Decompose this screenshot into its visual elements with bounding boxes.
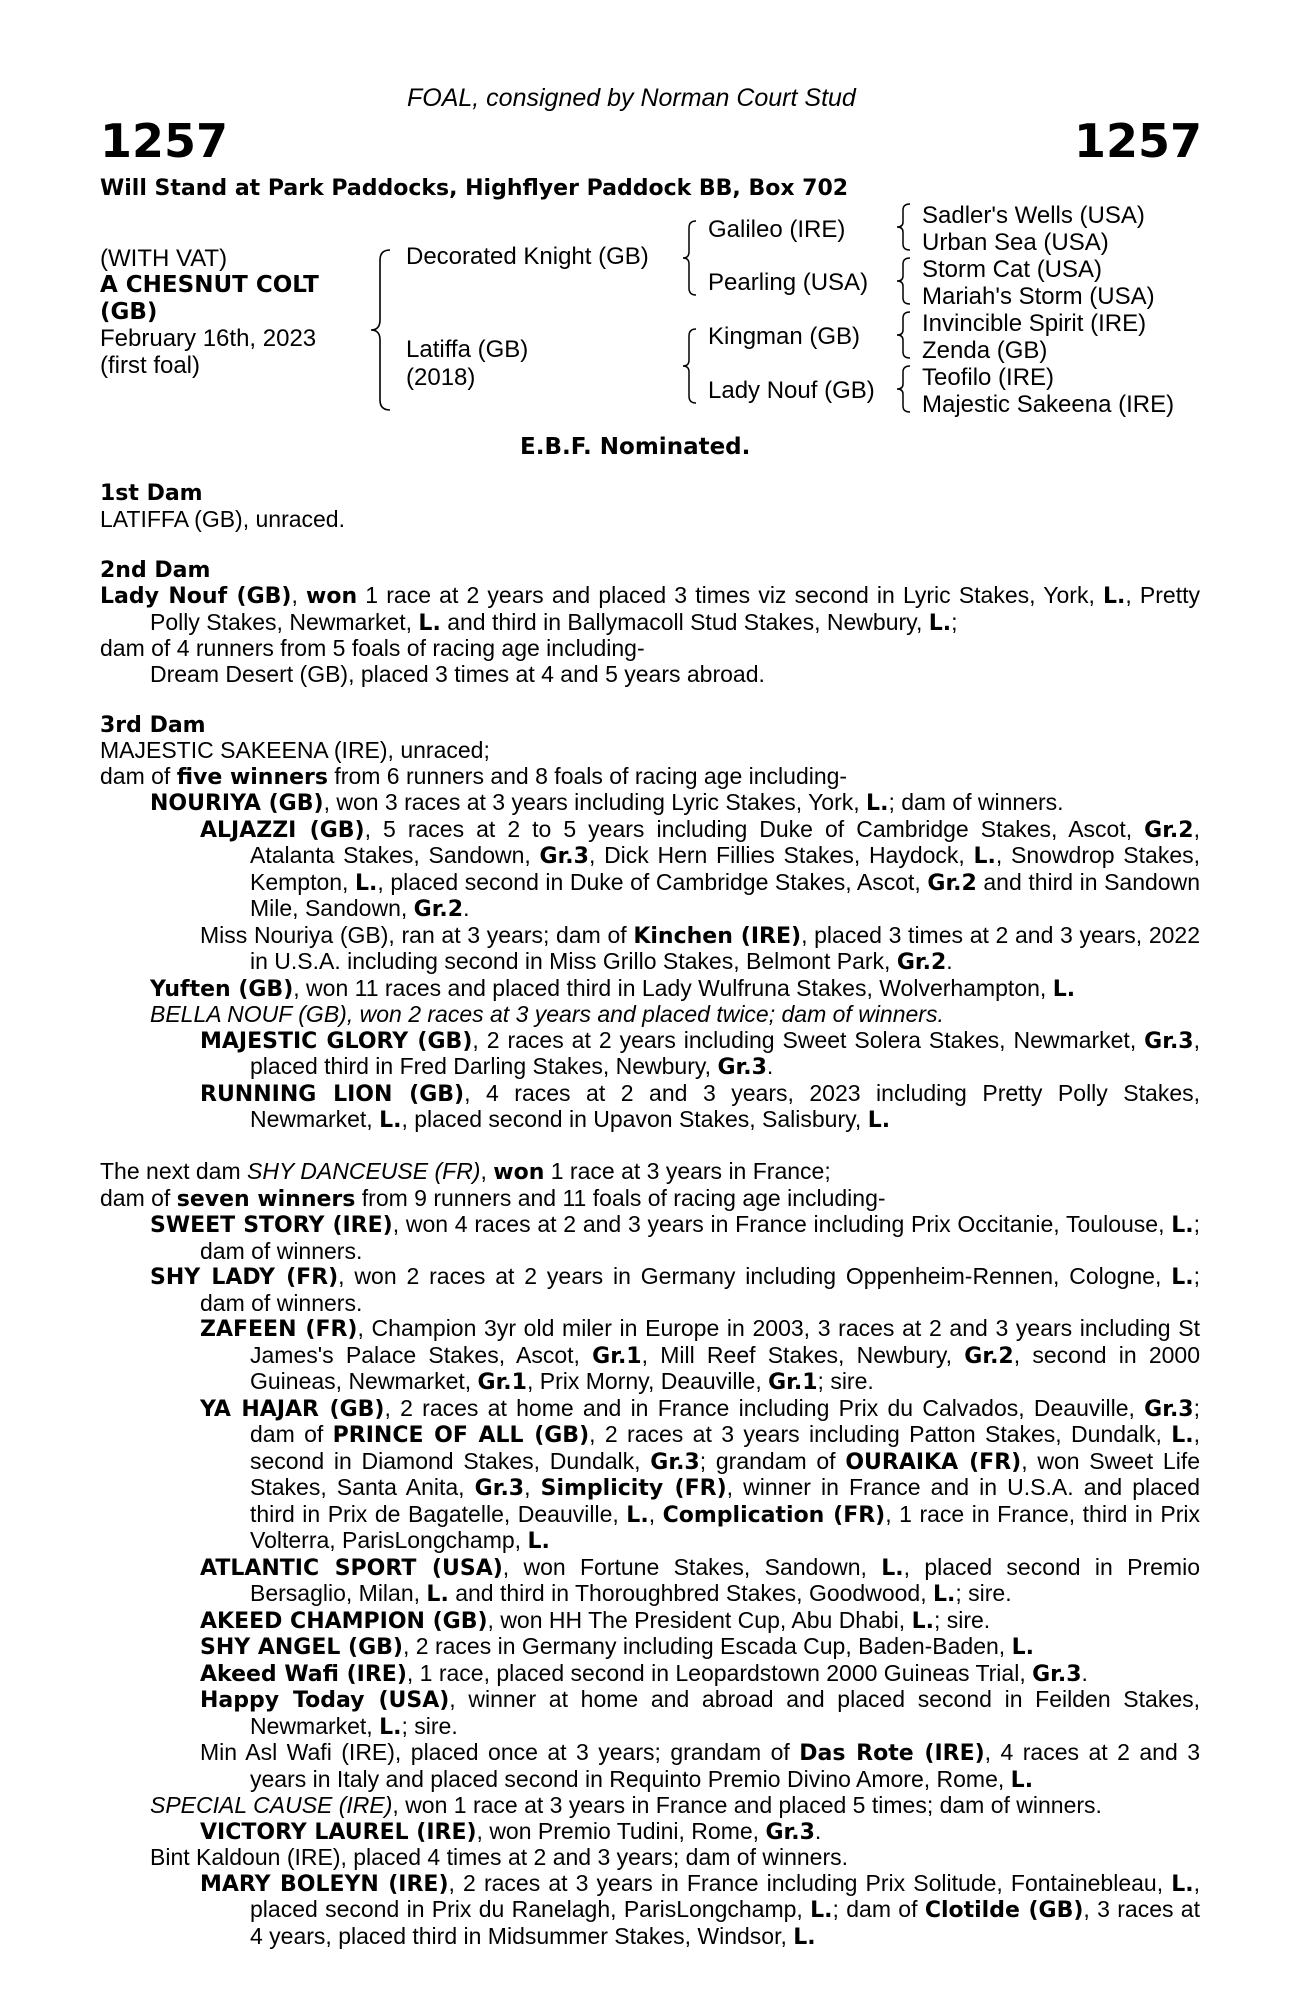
ggdam-2: Mariah's Storm (USA) xyxy=(922,283,1155,310)
bold-text: Happy Today (USA) xyxy=(200,1688,450,1713)
record-text: and third in Ballymacoll Stud Stakes, Newbury, xyxy=(440,608,929,635)
pedigree-brace-main xyxy=(368,248,394,412)
bold-text: L. xyxy=(626,1502,649,1528)
record-text: , won 4 races at 2 and 3 years in France including Prix Occitanie, Toulouse, xyxy=(392,1211,1172,1237)
record-text: , second in 2000 Guineas, Newmarket, xyxy=(250,1341,1201,1394)
consignment-line: FOAL, consigned by Norman Court Stud xyxy=(407,84,856,112)
produce-record xyxy=(200,1396,1200,1555)
ggsire-3: Invincible Spirit (IRE) xyxy=(922,310,1147,337)
dam-sections xyxy=(100,481,1200,1950)
stand-location: Will Stand at Park Paddocks, Highflyer Paddock BB, Box 702 xyxy=(100,176,849,201)
bold-text: Akeed Wafi (IRE) xyxy=(200,1661,407,1687)
bold-text: L. xyxy=(1102,584,1126,609)
ggdam-3: Zenda (GB) xyxy=(922,337,1048,364)
bold-text: SHY LADY (FR) xyxy=(150,1265,339,1290)
record-text: Dream Desert (GB), placed 3 times at 4 and 5 years abroad. xyxy=(150,660,765,687)
record-text: , xyxy=(524,1474,541,1500)
record-text: , Champion 3yr old miler in Europe in 2003, 3 races at 2 and 3 years including St James's Palace Stakes, Ascot, xyxy=(250,1315,1200,1368)
pedigree-brace-gg1 xyxy=(894,202,914,252)
bold-text: Gr.3 xyxy=(717,1055,767,1080)
bold-text: L. xyxy=(1171,1871,1194,1897)
record-text: ; sire. xyxy=(933,1606,991,1633)
italic-text: BELLA NOUF (GB), won 2 races at 3 years and placed twice; dam of winners. xyxy=(150,1001,944,1027)
record-text: ; dam of winners. xyxy=(200,1211,1200,1264)
record-text: from 6 runners and 8 foals of racing age including- xyxy=(328,762,848,789)
record-text: ; sire. xyxy=(817,1368,874,1394)
pedigree-brace-dam xyxy=(680,327,700,405)
record-text: . xyxy=(463,895,470,921)
record-text: , won 1 race at 3 years in France and placed 5 times; dam of winners. xyxy=(392,1792,1102,1818)
produce-record xyxy=(200,1661,1200,1688)
record-text: , won Premio Tudini, Rome, xyxy=(476,1817,766,1844)
record-text: , won 11 races and placed third in Lady Wulfruna Stakes, Wolverhampton, xyxy=(293,974,1053,1001)
produce-record xyxy=(150,790,1200,817)
bold-text: Gr.3 xyxy=(539,844,589,869)
bold-text: L. xyxy=(911,1608,934,1634)
record-text: , placed second in Premio Bersaglio, Milan, xyxy=(250,1553,1200,1606)
bold-text: won xyxy=(306,584,358,609)
lot-number-left: 1257 xyxy=(100,114,229,168)
bold-text: L. xyxy=(1010,1767,1034,1793)
record-text: , placed third in Fred Darling Stakes, Newbury, xyxy=(250,1026,1200,1079)
record-text: , won HH The President Cup, Abu Dhabi, xyxy=(487,1606,912,1633)
pedigree-brace-gg2 xyxy=(894,256,914,306)
produce-record xyxy=(150,976,1200,1003)
bold-text: seven winners xyxy=(176,1186,356,1212)
produce-record xyxy=(200,1555,1200,1608)
lot-number-right: 1257 xyxy=(1073,114,1202,168)
bold-text: L. xyxy=(867,1108,891,1133)
bold-text: ALJAZZI (GB) xyxy=(200,817,365,843)
record-text: , won 3 races at 3 years including Lyric Stakes, York, xyxy=(323,789,867,815)
pedigree-brace-sire xyxy=(680,219,700,297)
record-text: , placed second in Upavon Stakes, Salisbury, xyxy=(401,1106,868,1132)
record-text: ; sire. xyxy=(955,1580,1012,1606)
record-text: ; sire. xyxy=(401,1712,458,1739)
italic-text: SPECIAL CAUSE (IRE) xyxy=(150,1792,393,1818)
ggsire-2: Storm Cat (USA) xyxy=(922,256,1103,283)
record-text: , Pretty Polly Stakes, Newmarket, xyxy=(150,582,1200,635)
sire-name: Decorated Knight (GB) xyxy=(406,243,649,270)
record-text: , xyxy=(291,582,307,608)
produce-record xyxy=(200,817,1200,923)
record-text: ; dam of xyxy=(250,1394,1200,1447)
section-heading: 2nd Dam xyxy=(100,557,211,583)
bold-text: L. xyxy=(379,1108,402,1133)
record-text: ; dam of xyxy=(832,1896,925,1922)
section-gap xyxy=(100,687,1200,713)
record-text: , winner in France and in U.S.A. and placed third in Prix de Bagatelle, Deauville, xyxy=(250,1474,1200,1527)
produce-record xyxy=(200,1819,1200,1846)
subject-name: A CHESNUT COLT xyxy=(100,272,319,298)
record-text: and third in Sandown Mile, Sandown, xyxy=(250,868,1200,921)
record-text: . xyxy=(814,1817,822,1844)
record-text: , Atalanta Stakes, Sandown, xyxy=(250,815,1200,868)
produce-record xyxy=(200,1081,1200,1134)
dam-dam-name: Lady Nouf (GB) xyxy=(708,377,875,404)
produce-record xyxy=(200,1608,1200,1635)
record-text: . xyxy=(766,1053,774,1079)
bold-text: ATLANTIC SPORT (USA) xyxy=(200,1555,503,1581)
dam-section xyxy=(100,1159,1200,1950)
record-text: , Mill Reef Stakes, Newbury, xyxy=(641,1341,965,1368)
dam-year: (2018) xyxy=(406,364,476,391)
produce-record xyxy=(100,583,1200,636)
produce-record xyxy=(100,1159,1200,1186)
produce-record xyxy=(200,1634,1200,1661)
ggsire-1: Sadler's Wells (USA) xyxy=(922,202,1145,229)
bold-text: Gr.2 xyxy=(896,950,947,975)
section-heading: 1st Dam xyxy=(100,481,203,506)
bold-text: L. xyxy=(527,1529,550,1554)
record-text: , 2 races at home and in France including Prix du Calvados, Deauville, xyxy=(384,1394,1145,1421)
record-text: , won Fortune Stakes, Sandown, xyxy=(502,1553,882,1580)
record-text: dam of xyxy=(100,1184,177,1211)
record-text: , xyxy=(648,1500,663,1527)
produce-record xyxy=(100,507,1200,533)
pedigree-brace-gg3 xyxy=(894,310,914,360)
record-text: ; dam of winners. xyxy=(200,1263,1200,1316)
bold-text: Gr.2 xyxy=(964,1343,1014,1369)
record-text: Miss Nouriya (GB), ran at 3 years; dam of xyxy=(200,921,634,948)
record-text: , placed 3 times at 2 and 3 years, 2022 in U.S.A. including second in Miss Grillo Stakes, Belmont Park, xyxy=(250,921,1201,974)
dam-name: Latiffa (GB) xyxy=(406,336,529,363)
italic-text: SHY DANCEUSE (FR) xyxy=(247,1158,481,1184)
section-gap xyxy=(100,532,1200,558)
section-heading: 3rd Dam xyxy=(100,712,206,738)
record-text: , 1 race in France, third in Prix Volterra, ParisLongchamp, xyxy=(250,1500,1200,1553)
bold-text: Yuften (GB) xyxy=(150,976,294,1002)
record-text: , 5 races at 2 to 5 years including Duke of Cambridge Stakes, Ascot, xyxy=(364,815,1145,842)
bold-text: Das Rote (IRE) xyxy=(799,1741,985,1766)
bold-text: won xyxy=(493,1160,545,1185)
record-text: , 4 races at 2 and 3 years in Italy and placed second in Requinto Premio Divino Amore, Rome, xyxy=(250,1739,1200,1792)
produce-record xyxy=(200,923,1200,976)
bold-text: Gr.3 xyxy=(765,1819,815,1845)
bold-text: SWEET STORY (IRE) xyxy=(150,1213,393,1238)
bold-text: MAJESTIC GLORY (GB) xyxy=(200,1028,473,1054)
bold-text: L. xyxy=(1171,1213,1194,1238)
record-text: The next dam xyxy=(100,1158,248,1184)
pedigree-brace-gg4 xyxy=(894,364,914,414)
ggdam-4: Majestic Sakeena (IRE) xyxy=(922,391,1175,418)
produce-record xyxy=(200,1687,1200,1740)
bold-text: L. xyxy=(426,1582,449,1607)
bold-text: Gr.2 xyxy=(413,897,464,922)
bold-text: OURAIKA (FR) xyxy=(845,1449,1022,1475)
record-text: , 2 races at 2 years including Sweet Solera Stakes, Newmarket, xyxy=(472,1026,1145,1053)
produce-record xyxy=(150,1845,1200,1871)
bold-text: Simplicity (FR) xyxy=(540,1476,727,1501)
bold-text: L. xyxy=(866,791,889,816)
record-text: dam of 4 runners from 5 foals of racing age including- xyxy=(100,635,645,661)
ggdam-1: Urban Sea (USA) xyxy=(922,229,1109,256)
record-text: Bint Kaldoun (IRE), placed 4 times at 2 and 3 years; dam of winners. xyxy=(150,1844,849,1870)
produce-record xyxy=(200,1740,1200,1793)
bold-text: Gr.2 xyxy=(1144,817,1194,843)
bold-text: Gr.2 xyxy=(927,870,977,896)
bold-text: Gr.3 xyxy=(650,1449,700,1475)
bold-text: Gr.1 xyxy=(768,1370,818,1395)
bold-text: Gr.3 xyxy=(1144,1028,1194,1054)
bold-text: L. xyxy=(793,1924,816,1950)
section-gap xyxy=(100,1134,1200,1160)
record-text: ; dam of winners. xyxy=(888,789,1064,815)
ggsire-4: Teofilo (IRE) xyxy=(922,364,1055,391)
bold-text: L. xyxy=(973,844,996,869)
bold-text: L. xyxy=(1171,1423,1194,1448)
record-text: , placed second in Prix du Ranelagh, ParisLongchamp, xyxy=(250,1869,1201,1922)
record-text: , winner at home and abroad and placed second in Feilden Stakes, Newmarket, xyxy=(250,1686,1200,1739)
record-text: 1 race at 2 years and placed 3 times viz second in Lyric Stakes, York, xyxy=(357,582,1103,608)
bold-text: Lady Nouf (GB) xyxy=(100,584,292,609)
bold-text: L. xyxy=(1052,976,1076,1002)
record-text: . xyxy=(1081,1659,1088,1686)
dam-section xyxy=(100,481,1200,532)
record-text: dam of xyxy=(100,762,177,789)
record-text: 1 race at 3 years in France; xyxy=(544,1158,831,1184)
record-text: , placed second in Duke of Cambridge Stakes, Ascot, xyxy=(377,868,928,895)
vat-note: (WITH VAT) xyxy=(100,245,228,272)
record-text: ; grandam of xyxy=(699,1447,846,1474)
sire-dam-name: Pearling (USA) xyxy=(708,269,869,296)
bold-text: L. xyxy=(932,1582,956,1607)
record-text: , xyxy=(480,1158,494,1184)
bold-text: five winners xyxy=(176,764,329,790)
produce-record xyxy=(100,738,1200,764)
record-text: from 9 runners and 11 foals of racing age including- xyxy=(355,1184,886,1211)
produce-record xyxy=(100,1186,1200,1213)
bold-text: Kinchen (IRE) xyxy=(633,923,802,949)
dam-sire-name: Kingman (GB) xyxy=(708,323,861,350)
bold-text: SHY ANGEL (GB) xyxy=(200,1635,403,1660)
bold-text: Gr.3 xyxy=(1032,1661,1082,1687)
bold-text: AKEED CHAMPION (GB) xyxy=(200,1608,488,1634)
bold-text: L. xyxy=(418,610,441,636)
bold-text: L. xyxy=(881,1555,904,1581)
record-text: LATIFFA (GB), unraced. xyxy=(100,505,345,532)
foaling-date: February 16th, 2023 xyxy=(100,325,317,352)
dam-section xyxy=(100,558,1200,688)
bold-text: L. xyxy=(1171,1265,1194,1290)
bold-text: L. xyxy=(1011,1635,1034,1660)
bold-text: PRINCE OF ALL (GB) xyxy=(332,1423,590,1448)
record-text: . xyxy=(946,948,953,974)
record-text: , 2 races at 3 years in France including Prix Solitude, Fontainebleau, xyxy=(448,1869,1172,1896)
produce-record xyxy=(150,1212,1200,1264)
record-text: , 1 race, placed second in Leopardstown 2000 Guineas Trial, xyxy=(406,1659,1033,1686)
bold-text: NOURIYA (GB) xyxy=(150,791,324,816)
produce-record xyxy=(200,1871,1200,1951)
bold-text: RUNNING LION (GB) xyxy=(200,1081,465,1107)
produce-record xyxy=(150,1002,1200,1028)
sire-sire-name: Galileo (IRE) xyxy=(708,216,846,243)
bold-text: Clotilde (GB) xyxy=(924,1898,1084,1923)
bold-text: VICTORY LAUREL (IRE) xyxy=(200,1819,477,1845)
produce-record xyxy=(150,1793,1200,1819)
bold-text: YA HAJAR (GB) xyxy=(200,1396,385,1422)
bold-text: L. xyxy=(928,610,952,636)
produce-record xyxy=(100,764,1200,791)
bold-text: ZAFEEN (FR) xyxy=(200,1317,358,1342)
bold-text: MARY BOLEYN (IRE) xyxy=(200,1871,449,1897)
record-text: , Snowdrop Stakes, Kempton, xyxy=(250,842,1200,895)
produce-record xyxy=(150,1264,1200,1316)
bold-text: Complication (FR) xyxy=(662,1502,886,1528)
produce-record xyxy=(150,662,1200,688)
record-text: , 2 races at 3 years including Patton Stakes, Dundalk, xyxy=(589,1421,1172,1447)
record-text: , won Sweet Life Stakes, Santa Anita, xyxy=(250,1447,1201,1500)
record-text: MAJESTIC SAKEENA (IRE), unraced; xyxy=(100,737,490,763)
bold-text: L. xyxy=(379,1714,402,1740)
produce-record xyxy=(100,636,1200,662)
ebf-nominated: E.B.F. Nominated. xyxy=(520,434,751,460)
record-text: , second in Diamond Stakes, Dundalk, xyxy=(250,1421,1200,1474)
record-text: , 4 races at 2 and 3 years, 2023 including Pretty Polly Stakes, Newmarket, xyxy=(250,1079,1201,1132)
dam-section xyxy=(100,713,1200,1134)
produce-record xyxy=(200,1316,1200,1396)
subject-name-country: (GB) xyxy=(100,299,158,325)
bold-text: L. xyxy=(355,870,378,896)
record-text: , 2 races in Germany including Escada Cup, Baden-Baden, xyxy=(402,1633,1012,1659)
record-text: , Dick Hern Fillies Stakes, Haydock, xyxy=(588,842,974,868)
bold-text: Gr.1 xyxy=(477,1370,527,1395)
bold-text: Gr.1 xyxy=(592,1343,642,1369)
bold-text: Gr.3 xyxy=(474,1476,525,1501)
record-text: , won 2 races at 2 years in Germany including Oppenheim-Rennen, Cologne, xyxy=(338,1263,1172,1289)
produce-record xyxy=(200,1028,1200,1081)
record-text: , Prix Morny, Deauville, xyxy=(526,1368,769,1394)
bold-text: L. xyxy=(810,1898,833,1923)
record-text: ; xyxy=(951,608,958,635)
record-text: Min Asl Wafi (IRE), placed once at 3 years; grandam of xyxy=(200,1739,800,1765)
record-text: , 3 races at 4 years, placed third in Midsummer Stakes, Windsor, xyxy=(250,1896,1200,1949)
record-text: and third in Thoroughbred Stakes, Goodwood, xyxy=(448,1580,933,1606)
bold-text: Gr.3 xyxy=(1144,1396,1194,1422)
foal-note: (first foal) xyxy=(100,352,201,379)
